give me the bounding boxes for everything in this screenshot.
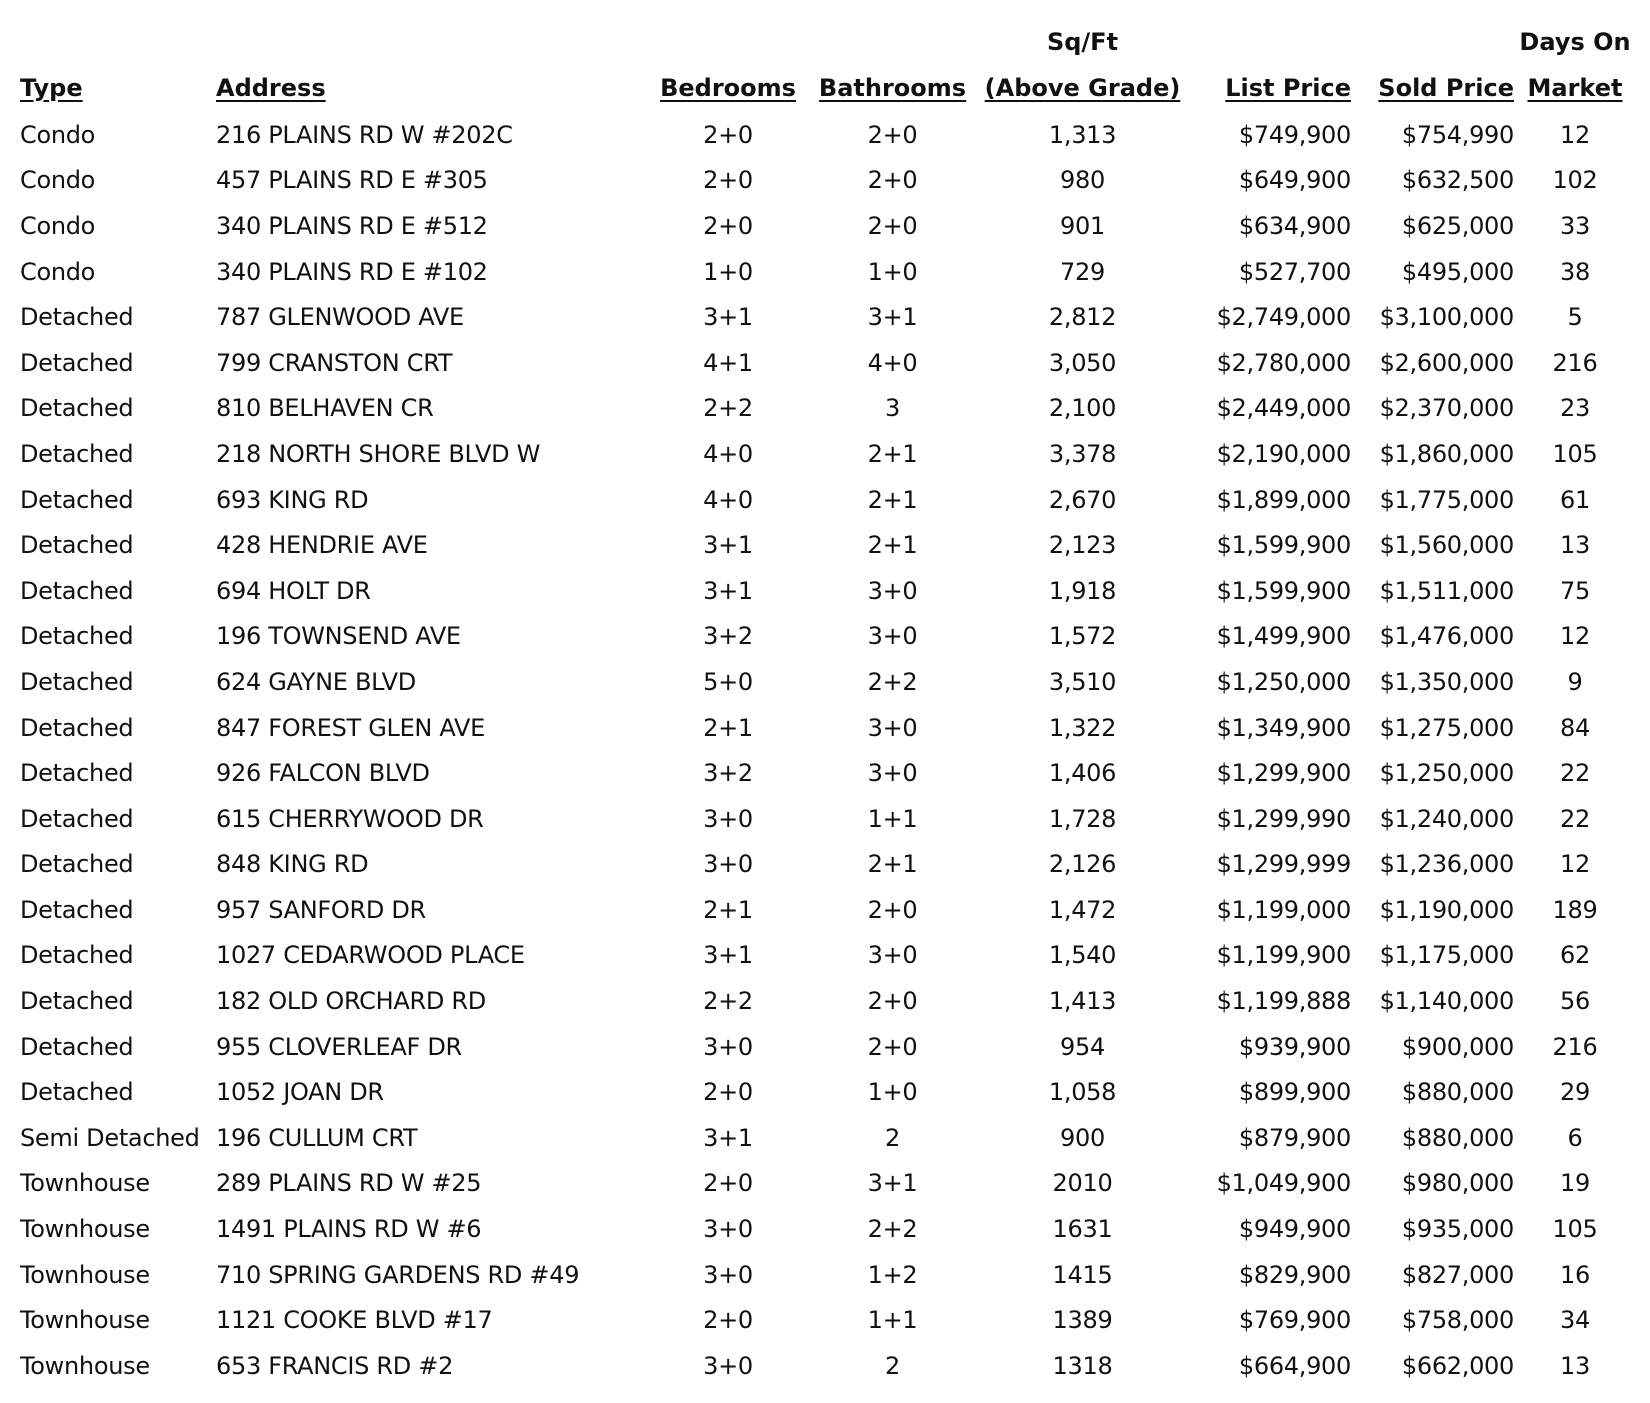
cell-address: 1121 COOKE BLVD #17 [216, 1306, 493, 1335]
cell-sold-price: $935,000 [1401, 1215, 1514, 1244]
cell-sqft: 2,126 [1048, 850, 1117, 879]
header-sold-price [1355, 56, 1518, 102]
cell-sold-price: $827,000 [1401, 1260, 1514, 1289]
cell-type: Detached [20, 348, 134, 377]
cell-address: 624 GAYNE BLVD [216, 667, 416, 696]
cell-days-on-market: 38 [1560, 257, 1590, 286]
cell-bedrooms: 3+0 [703, 1215, 753, 1244]
cell-sold-price: $880,000 [1401, 1078, 1514, 1107]
cell-address: 182 OLD ORCHARD RD [216, 987, 486, 1016]
table-row [0, 1024, 1650, 1070]
cell-list-price: $1,599,900 [1216, 576, 1351, 605]
cell-list-price: $829,900 [1238, 1260, 1351, 1289]
table-row [0, 431, 1650, 477]
cell-sold-price: $880,000 [1401, 1123, 1514, 1152]
cell-bathrooms: 2+0 [867, 895, 918, 924]
cell-list-price: $2,780,000 [1216, 348, 1351, 377]
cell-sqft: 2,100 [1048, 394, 1117, 423]
cell-sqft: 3,050 [1048, 348, 1117, 377]
cell-bathrooms: 3+0 [867, 713, 918, 742]
cell-bedrooms: 2+0 [703, 1078, 753, 1107]
cell-bedrooms: 4+0 [703, 439, 753, 468]
cell-sqft: 1,313 [1048, 120, 1117, 149]
cell-address: 615 CHERRYWOOD DR [216, 804, 484, 833]
cell-sqft: 2,670 [1048, 485, 1117, 514]
cell-days-on-market: 105 [1552, 439, 1598, 468]
table-row [0, 1343, 1650, 1389]
cell-days-on-market: 22 [1560, 759, 1590, 788]
cell-list-price: $2,190,000 [1216, 439, 1351, 468]
cell-days-on-market: 9 [1567, 667, 1583, 696]
cell-type: Detached [20, 667, 134, 696]
cell-sold-price: $1,350,000 [1379, 667, 1514, 696]
cell-address: 289 PLAINS RD W #25 [216, 1169, 482, 1198]
table-row [0, 1297, 1650, 1343]
cell-sqft: 1318 [1052, 1351, 1113, 1380]
cell-type: Townhouse [20, 1351, 150, 1380]
sold-listings-table [0, 14, 1650, 1389]
cell-bedrooms: 3+0 [703, 850, 753, 879]
table-row [0, 294, 1650, 340]
cell-list-price: $1,049,900 [1216, 1169, 1351, 1198]
table-row [0, 1069, 1650, 1115]
cell-bedrooms: 3+1 [703, 941, 753, 970]
table-row [0, 340, 1650, 386]
cell-sold-price: $632,500 [1401, 166, 1514, 195]
cell-sold-price: $1,240,000 [1379, 804, 1514, 833]
header-bedrooms [645, 56, 811, 102]
cell-sqft: 1,322 [1048, 713, 1117, 742]
cell-type: Townhouse [20, 1169, 150, 1198]
table-row [0, 386, 1650, 432]
header-gap-cell [0, 102, 1650, 112]
cell-bedrooms: 3+2 [703, 622, 753, 651]
cell-bathrooms: 2+0 [867, 211, 918, 240]
cell-days-on-market: 34 [1560, 1306, 1590, 1335]
cell-days-on-market: 13 [1560, 1351, 1590, 1380]
cell-bathrooms: 3+1 [867, 303, 918, 332]
cell-sqft: 729 [1060, 257, 1105, 286]
cell-sqft: 1,406 [1048, 759, 1117, 788]
cell-bedrooms: 3+1 [703, 531, 753, 560]
cell-days-on-market: 102 [1552, 166, 1598, 195]
cell-sqft: 900 [1060, 1123, 1105, 1152]
cell-days-on-market: 216 [1552, 348, 1598, 377]
cell-address: 799 CRANSTON CRT [216, 348, 453, 377]
cell-bedrooms: 3+1 [703, 303, 753, 332]
cell-type: Detached [20, 941, 134, 970]
cell-bathrooms: 2+0 [867, 987, 918, 1016]
table-row [0, 842, 1650, 888]
cell-list-price: $1,299,900 [1216, 759, 1351, 788]
table-row [0, 477, 1650, 523]
cell-sold-price: $625,000 [1401, 211, 1514, 240]
cell-sqft: 980 [1060, 166, 1105, 195]
header-dom-line1: Days On [1519, 28, 1631, 56]
table-row [0, 659, 1650, 705]
cell-sqft: 1,472 [1048, 895, 1117, 924]
cell-days-on-market: 6 [1567, 1123, 1583, 1152]
cell-list-price: $749,900 [1238, 120, 1351, 149]
cell-bedrooms: 2+2 [703, 394, 753, 423]
cell-sold-price: $1,236,000 [1379, 850, 1514, 879]
table-row [0, 887, 1650, 933]
table-body [0, 102, 1650, 1389]
cell-bedrooms: 5+0 [703, 667, 753, 696]
cell-type: Detached [20, 850, 134, 879]
cell-sqft: 901 [1060, 211, 1105, 240]
cell-bathrooms: 1+0 [867, 1078, 918, 1107]
table-row [0, 614, 1650, 660]
cell-bedrooms: 2+1 [703, 713, 753, 742]
table-row [0, 249, 1650, 295]
cell-sold-price: $1,775,000 [1379, 485, 1514, 514]
cell-bathrooms: 3+0 [867, 576, 918, 605]
header-sqft-line1: Sq/Ft [1046, 28, 1119, 56]
cell-sqft: 1,413 [1048, 987, 1117, 1016]
cell-type: Detached [20, 485, 134, 514]
cell-sold-price: $1,140,000 [1379, 987, 1514, 1016]
table-row [0, 1206, 1650, 1252]
cell-days-on-market: 84 [1560, 713, 1590, 742]
cell-bedrooms: 2+0 [703, 211, 753, 240]
table-row [0, 1252, 1650, 1298]
table-row [0, 158, 1650, 204]
cell-address: 1491 PLAINS RD W #6 [216, 1215, 482, 1244]
cell-sqft: 2,123 [1048, 531, 1117, 560]
cell-sqft: 954 [1060, 1032, 1105, 1061]
header-type [0, 56, 214, 102]
header-bedrooms-label: Bedrooms [660, 74, 796, 102]
cell-list-price: $664,900 [1238, 1351, 1351, 1380]
cell-bathrooms: 1+2 [867, 1260, 918, 1289]
cell-bathrooms: 3+0 [867, 941, 918, 970]
cell-list-price: $634,900 [1238, 211, 1351, 240]
cell-address: 810 BELHAVEN CR [216, 394, 434, 423]
cell-sqft: 3,378 [1048, 439, 1117, 468]
cell-sold-price: $1,175,000 [1379, 941, 1514, 970]
header-sqft [974, 56, 1191, 102]
cell-bathrooms: 2 [885, 1123, 900, 1152]
cell-type: Detached [20, 1078, 134, 1107]
cell-days-on-market: 33 [1560, 211, 1590, 240]
cell-address: 218 NORTH SHORE BLVD W [216, 439, 541, 468]
header-bathrooms [811, 56, 974, 102]
cell-bathrooms: 2+0 [867, 166, 918, 195]
cell-type: Semi Detached [20, 1123, 200, 1152]
table-row [0, 978, 1650, 1024]
cell-sqft: 1,728 [1048, 804, 1117, 833]
table-row [0, 750, 1650, 796]
cell-bathrooms: 3+0 [867, 622, 918, 651]
cell-sqft: 1,058 [1048, 1078, 1117, 1107]
table-row [0, 1115, 1650, 1161]
cell-days-on-market: 105 [1552, 1215, 1598, 1244]
cell-bedrooms: 2+2 [703, 987, 753, 1016]
cell-sold-price: $1,860,000 [1379, 439, 1514, 468]
cell-sqft: 1415 [1052, 1260, 1113, 1289]
cell-address: 428 HENDRIE AVE [216, 531, 428, 560]
table-row [0, 705, 1650, 751]
cell-list-price: $899,900 [1238, 1078, 1351, 1107]
header-spacer [811, 14, 974, 56]
cell-sqft: 1,918 [1048, 576, 1117, 605]
cell-days-on-market: 75 [1560, 576, 1590, 605]
cell-list-price: $939,900 [1238, 1032, 1351, 1061]
cell-bedrooms: 2+0 [703, 1306, 753, 1335]
cell-bedrooms: 4+1 [703, 348, 753, 377]
cell-days-on-market: 189 [1552, 895, 1598, 924]
cell-sold-price: $1,560,000 [1379, 531, 1514, 560]
cell-address: 710 SPRING GARDENS RD #49 [216, 1260, 580, 1289]
cell-type: Detached [20, 394, 134, 423]
table-row [0, 203, 1650, 249]
cell-list-price: $1,199,900 [1216, 941, 1351, 970]
cell-days-on-market: 13 [1560, 531, 1590, 560]
cell-sold-price: $1,275,000 [1379, 713, 1514, 742]
cell-bedrooms: 2+0 [703, 166, 753, 195]
cell-bedrooms: 3+0 [703, 1032, 753, 1061]
cell-bathrooms: 2+0 [867, 120, 918, 149]
cell-address: 847 FOREST GLEN AVE [216, 713, 485, 742]
cell-sqft: 1389 [1052, 1306, 1113, 1335]
cell-sold-price: $758,000 [1401, 1306, 1514, 1335]
cell-sold-price: $662,000 [1401, 1351, 1514, 1380]
cell-type: Condo [20, 166, 96, 195]
cell-list-price: $1,599,900 [1216, 531, 1351, 560]
cell-address: 457 PLAINS RD E #305 [216, 166, 488, 195]
cell-bathrooms: 3 [885, 394, 900, 423]
header-sqft-line2: (Above Grade) [984, 74, 1181, 102]
header-row-bottom [0, 56, 1650, 102]
table-row [0, 112, 1650, 158]
cell-list-price: $949,900 [1238, 1215, 1351, 1244]
cell-sold-price: $1,190,000 [1379, 895, 1514, 924]
cell-bathrooms: 3+0 [867, 759, 918, 788]
cell-sold-price: $3,100,000 [1379, 303, 1514, 332]
header-dom-line2: Market [1527, 74, 1623, 102]
cell-list-price: $879,900 [1238, 1123, 1351, 1152]
cell-bathrooms: 2+1 [867, 439, 918, 468]
cell-bedrooms: 2+1 [703, 895, 753, 924]
table-row [0, 796, 1650, 842]
cell-type: Detached [20, 1032, 134, 1061]
cell-type: Townhouse [20, 1306, 150, 1335]
header-days-on-market [1518, 56, 1650, 102]
cell-list-price: $649,900 [1238, 166, 1351, 195]
cell-bedrooms: 3+1 [703, 576, 753, 605]
cell-address: 957 SANFORD DR [216, 895, 426, 924]
cell-bathrooms: 2+2 [867, 1215, 918, 1244]
cell-sold-price: $980,000 [1401, 1169, 1514, 1198]
cell-list-price: $1,199,000 [1216, 895, 1351, 924]
cell-sold-price: $1,511,000 [1379, 576, 1514, 605]
cell-bedrooms: 4+0 [703, 485, 753, 514]
cell-type: Detached [20, 303, 134, 332]
cell-bedrooms: 3+0 [703, 1351, 753, 1380]
cell-type: Detached [20, 531, 134, 560]
cell-sold-price: $1,476,000 [1379, 622, 1514, 651]
cell-days-on-market: 19 [1560, 1169, 1590, 1198]
cell-bathrooms: 2 [885, 1351, 900, 1380]
header-spacer [214, 14, 645, 56]
cell-type: Detached [20, 576, 134, 605]
cell-days-on-market: 216 [1552, 1032, 1598, 1061]
cell-address: 653 FRANCIS RD #2 [216, 1351, 454, 1380]
table-row [0, 522, 1650, 568]
cell-bathrooms: 2+0 [867, 1032, 918, 1061]
cell-list-price: $2,449,000 [1216, 394, 1351, 423]
cell-type: Townhouse [20, 1260, 150, 1289]
cell-sqft: 2,812 [1048, 303, 1117, 332]
cell-address: 694 HOLT DR [216, 576, 371, 605]
cell-type: Detached [20, 622, 134, 651]
header-list-price-label: List Price [1225, 74, 1351, 102]
cell-sold-price: $754,990 [1401, 120, 1514, 149]
cell-bedrooms: 3+0 [703, 1260, 753, 1289]
header-spacer [645, 14, 811, 56]
cell-type: Townhouse [20, 1215, 150, 1244]
cell-days-on-market: 12 [1560, 120, 1590, 149]
cell-type: Detached [20, 759, 134, 788]
cell-bathrooms: 1+1 [867, 804, 918, 833]
cell-sqft: 2010 [1052, 1169, 1113, 1198]
table-header [0, 14, 1650, 102]
cell-days-on-market: 61 [1560, 485, 1590, 514]
cell-bathrooms: 3+1 [867, 1169, 918, 1198]
cell-address: 955 CLOVERLEAF DR [216, 1032, 462, 1061]
cell-address: 926 FALCON BLVD [216, 759, 430, 788]
cell-bathrooms: 2+1 [867, 850, 918, 879]
cell-bathrooms: 2+2 [867, 667, 918, 696]
cell-days-on-market: 12 [1560, 622, 1590, 651]
cell-type: Detached [20, 713, 134, 742]
header-bathrooms-label: Bathrooms [818, 74, 967, 102]
header-sold-price-label: Sold Price [1378, 74, 1514, 102]
header-spacer [1191, 14, 1355, 56]
cell-sqft: 1631 [1052, 1215, 1113, 1244]
table-row [0, 933, 1650, 979]
header-row-top [0, 14, 1650, 56]
cell-bathrooms: 1+1 [867, 1306, 918, 1335]
cell-list-price: $1,299,990 [1216, 804, 1351, 833]
cell-bedrooms: 1+0 [703, 257, 753, 286]
header-spacer [0, 14, 214, 56]
cell-sqft: 3,510 [1048, 667, 1117, 696]
cell-days-on-market: 62 [1560, 941, 1590, 970]
cell-address: 196 CULLUM CRT [216, 1123, 418, 1152]
cell-sold-price: $2,600,000 [1379, 348, 1514, 377]
cell-list-price: $527,700 [1238, 257, 1351, 286]
cell-days-on-market: 16 [1560, 1260, 1590, 1289]
cell-list-price: $1,199,888 [1216, 987, 1351, 1016]
cell-type: Detached [20, 439, 134, 468]
table-row [0, 1161, 1650, 1207]
header-spacer [1355, 14, 1518, 56]
cell-days-on-market: 56 [1560, 987, 1590, 1016]
cell-type: Detached [20, 895, 134, 924]
cell-days-on-market: 22 [1560, 804, 1590, 833]
cell-type: Detached [20, 987, 134, 1016]
cell-bedrooms: 3+2 [703, 759, 753, 788]
cell-type: Condo [20, 211, 96, 240]
cell-list-price: $769,900 [1238, 1306, 1351, 1335]
cell-address: 1052 JOAN DR [216, 1078, 384, 1107]
cell-bedrooms: 2+0 [703, 120, 753, 149]
header-address-label: Address [216, 74, 326, 102]
cell-sqft: 1,572 [1048, 622, 1117, 651]
cell-address: 1027 CEDARWOOD PLACE [216, 941, 525, 970]
cell-bedrooms: 2+0 [703, 1169, 753, 1198]
cell-type: Condo [20, 257, 96, 286]
cell-address: 848 KING RD [216, 850, 369, 879]
cell-address: 693 KING RD [216, 485, 369, 514]
cell-bathrooms: 4+0 [867, 348, 918, 377]
cell-days-on-market: 23 [1560, 394, 1590, 423]
cell-days-on-market: 5 [1567, 303, 1583, 332]
cell-type: Detached [20, 804, 134, 833]
cell-address: 340 PLAINS RD E #512 [216, 211, 488, 240]
cell-days-on-market: 12 [1560, 850, 1590, 879]
header-address [214, 56, 645, 102]
cell-days-on-market: 29 [1560, 1078, 1590, 1107]
cell-list-price: $2,749,000 [1216, 303, 1351, 332]
cell-sold-price: $495,000 [1401, 257, 1514, 286]
header-type-label: Type [20, 74, 83, 102]
cell-list-price: $1,349,900 [1216, 713, 1351, 742]
cell-bedrooms: 3+0 [703, 804, 753, 833]
cell-type: Condo [20, 120, 96, 149]
table-row [0, 568, 1650, 614]
cell-bedrooms: 3+1 [703, 1123, 753, 1152]
cell-list-price: $1,250,000 [1216, 667, 1351, 696]
cell-address: 787 GLENWOOD AVE [216, 303, 464, 332]
cell-list-price: $1,899,000 [1216, 485, 1351, 514]
cell-sold-price: $1,250,000 [1379, 759, 1514, 788]
header-gap [0, 102, 1650, 112]
cell-bathrooms: 2+1 [867, 485, 918, 514]
cell-sqft: 1,540 [1048, 941, 1117, 970]
cell-bathrooms: 2+1 [867, 531, 918, 560]
cell-address: 196 TOWNSEND AVE [216, 622, 461, 651]
cell-list-price: $1,299,999 [1216, 850, 1351, 879]
cell-address: 216 PLAINS RD W #202C [216, 120, 513, 149]
cell-address: 340 PLAINS RD E #102 [216, 257, 488, 286]
cell-bathrooms: 1+0 [867, 257, 918, 286]
cell-sold-price: $2,370,000 [1379, 394, 1514, 423]
header-list-price [1191, 56, 1355, 102]
cell-sold-price: $900,000 [1401, 1032, 1514, 1061]
cell-list-price: $1,499,900 [1216, 622, 1351, 651]
